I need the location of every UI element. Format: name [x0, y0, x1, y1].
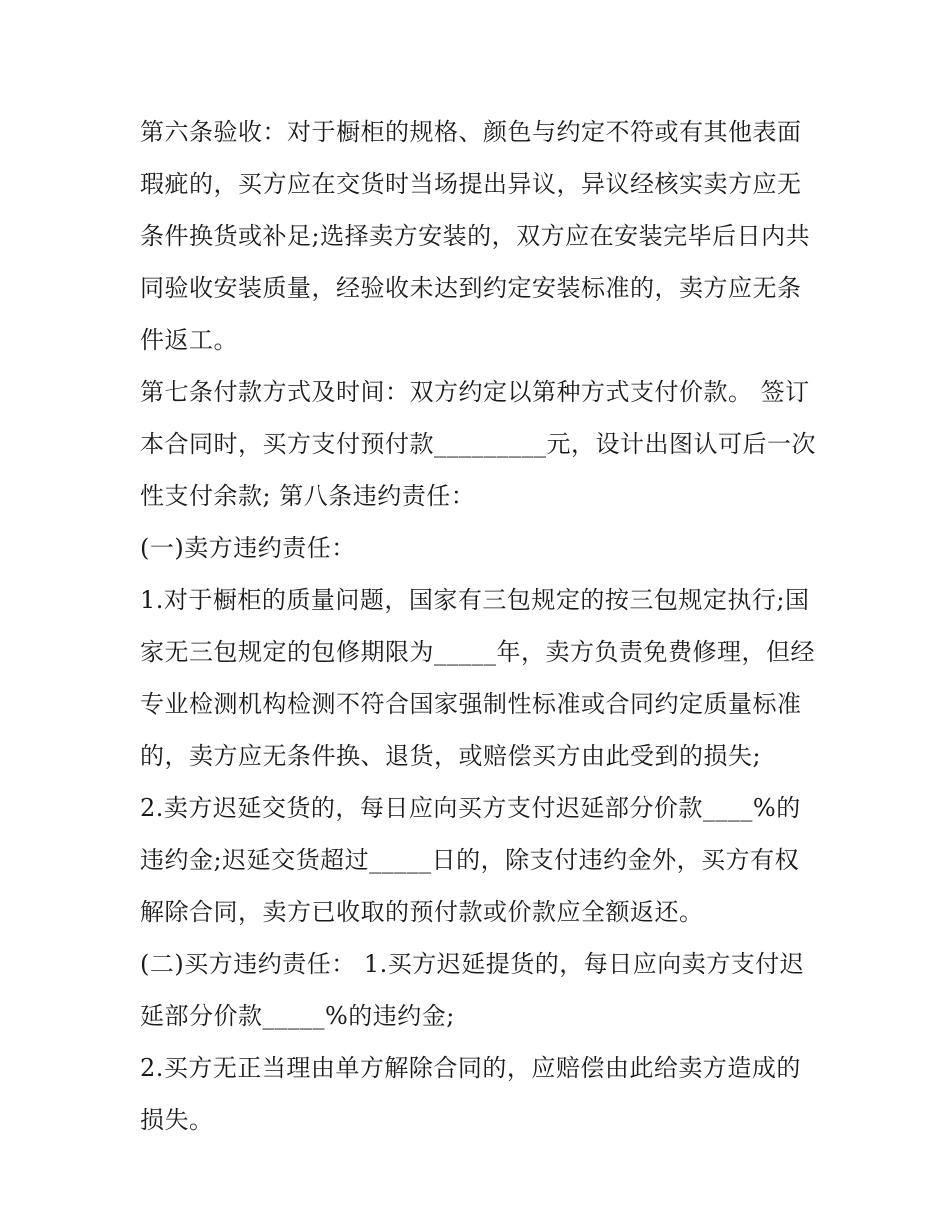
paragraph-seller-liability-1: 1.对于橱柜的质量问题，国家有三包规定的按三包规定执行;国家无三包规定的包修期限为_____年，卖方负责免费修理，但经专业检测机构检测不符合国家强制性标准或合同约定质量标准的，卖方应无条件换、退货，或赔偿买方由此受到的损失; [140, 586, 815, 770]
paragraph-buyer-liability-2: 2.买方无正当理由单方解除合同的，应赔偿由此给卖方造成的损失。 [140, 1054, 801, 1134]
document-page [140, 106, 820, 1146]
paragraph-seller-liability-heading: (一)卖方违约责任： [140, 534, 356, 562]
paragraph-article-6-acceptance: 第六条验收：对于橱柜的规格、颜色与约定不符或有其他表面瑕疵的，买方应在交货时当场提出异议，异议经核实卖方应无条件换货或补足;选择卖方安装的，双方应在安装完毕后日内共同验收安装质量，经验收未达到约定安装标准的，卖方应无条件返工。 [140, 118, 811, 354]
paragraph-seller-liability-2: 2.卖方迟延交货的，每日应向买方支付迟延部分价款____%的违约金;迟延交货超过_____日的，除支付违约金外，买方有权解除合同，卖方已收取的预付款或价款应全额返还。 [140, 794, 801, 926]
paragraph-article-7-payment: 第七条付款方式及时间：双方约定以第种方式支付价款。 签订本合同时，买方支付预付款_________元，设计出图认可后一次性支付余款; 第八条违约责任： [140, 378, 816, 510]
paragraph-buyer-liability-1: (二)买方违约责任： 1.买方迟延提货的，每日应向卖方支付迟延部分价款_____%的违约金; [140, 950, 805, 1030]
